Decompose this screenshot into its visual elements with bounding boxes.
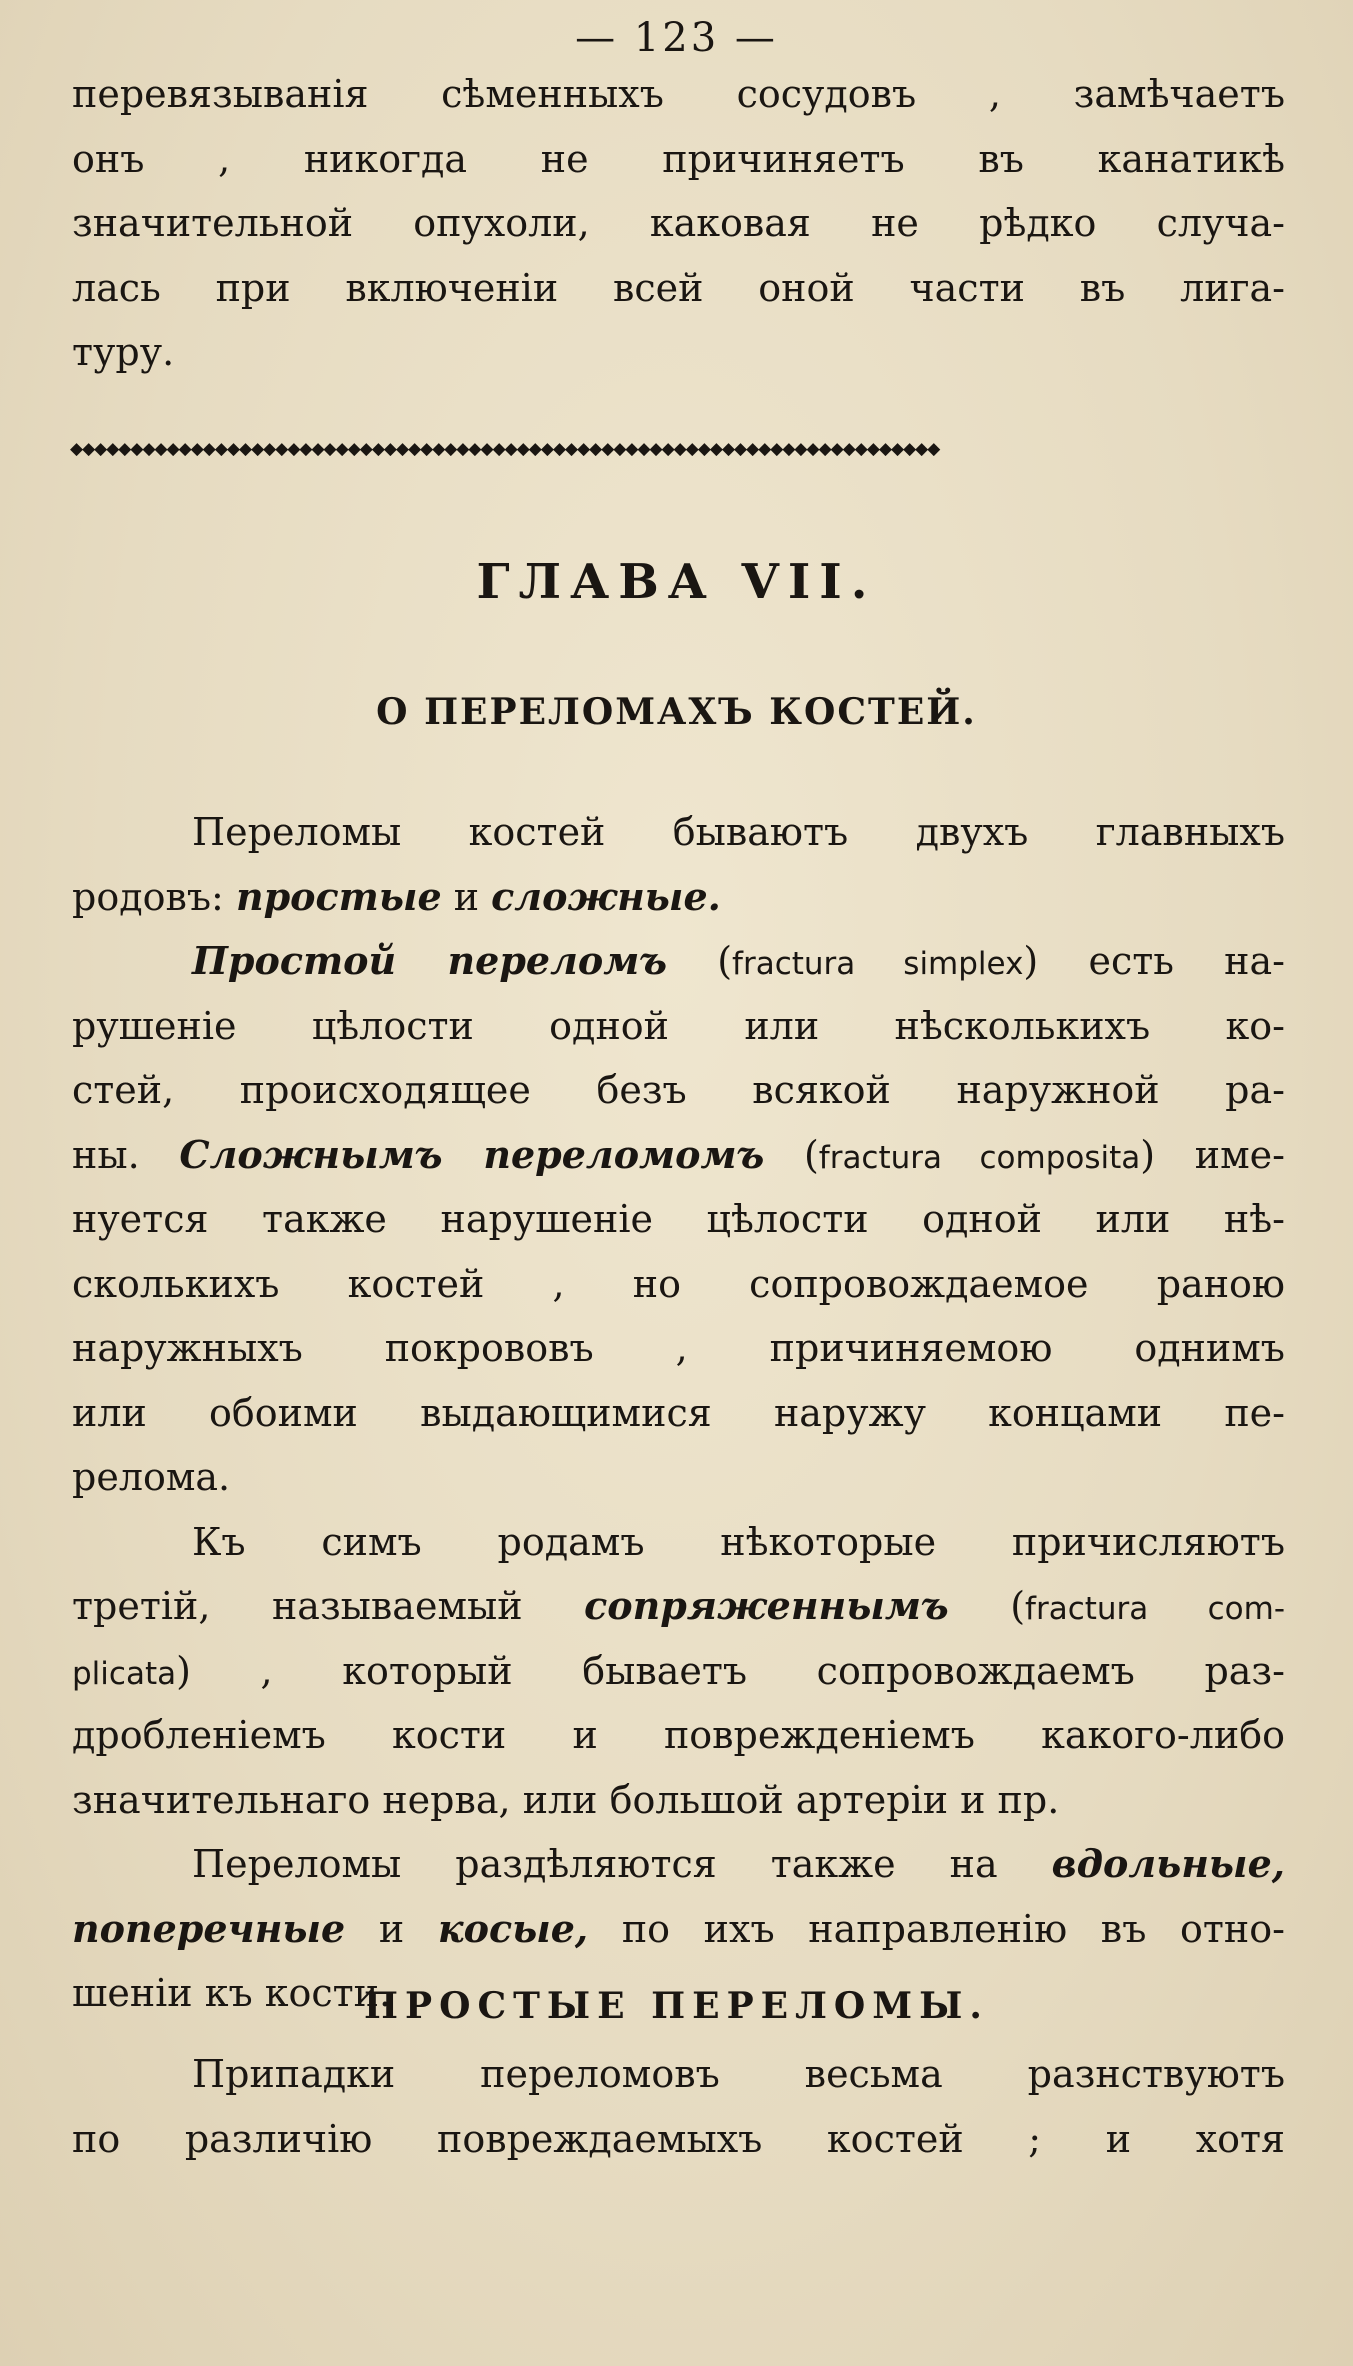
text-span: ( [764,1132,819,1177]
text-line [72,1123,1285,1188]
text-span: и [441,874,492,919]
text-span: ) , который бываетъ сопровождаемъ раз- [176,1648,1285,1693]
text-line: наружныхъ покрововъ , причиняемою однимъ [72,1326,1285,1370]
text-span: родовъ: [72,874,236,919]
text-line [72,1574,1285,1639]
emphasis-term: сопряженнымъ [584,1583,949,1628]
latin-term: fractura composita [818,1139,1141,1176]
text-line: Припадки переломовъ весьма разнствуютъ [192,2052,1285,2096]
emphasis-term: Простой переломъ [192,938,667,983]
text-line: по различію повреждаемыхъ костей ; и хотя [72,2116,1285,2161]
emphasis-term: сложные. [491,873,721,919]
ornamental-divider: ◆◆◆◆◆◆◆◆◆◆◆◆◆◆◆◆◆◆◆◆◆◆◆◆◆◆◆◆◆◆◆◆◆◆◆◆◆◆◆◆◆◆◆◆◆◆◆◆◆◆◆◆◆◆◆◆◆◆◆◆◆◆◆◆◆◆◆◆◆◆◆◆ [70,442,940,456]
emphasis-term: поперечные [72,1905,346,1951]
text-span: Переломы раздѣляются также на [192,1842,1052,1886]
text-span: ны. [72,1132,180,1177]
page-number: — 123 — [575,15,778,61]
emphasis-term: косые, [437,1905,589,1951]
text-span: ( [948,1584,1026,1628]
latin-term: plicata [72,1655,177,1692]
text-line: значительнаго нерва, или большой артеріи и пр. [72,1777,1060,1822]
text-span: и [345,1906,438,1951]
text-line [72,929,1285,994]
section-title: ПРОСТЫЕ ПЕРЕЛОМЫ. [364,1985,989,2027]
text-line: перевязыванія сѣменныхъ сосудовъ , замѣчаетъ [72,72,1285,116]
section-body [72,2042,1285,2171]
text-line: онъ , никогда не причиняетъ въ канатикѣ [72,136,1285,181]
text-line: Къ симъ родамъ нѣкоторые причисляютъ [192,1519,1285,1564]
text-line [72,1832,1285,1897]
chapter-subtitle: О ПЕРЕЛОМАХЪ КОСТЕЙ. [376,691,977,733]
text-line [72,1639,1285,1704]
latin-term: fractura simplex [732,946,1024,982]
chapter-body [72,800,1285,2026]
continuation-paragraph [72,62,1285,385]
text-span: третій, называемый [72,1584,585,1628]
text-line: дробленіемъ кости и поврежденіемъ какого-либо [72,1713,1285,1757]
text-line [72,1897,1285,1962]
text-span: по ихъ направленію въ отно- [588,1906,1285,1951]
text-span: ) есть на- [1023,939,1285,983]
text-line: нуется также нарушеніе цѣлости одной или нѣ- [72,1197,1285,1241]
text-line: сколькихъ костей , но сопровождаемое раною [72,1261,1285,1306]
text-line: шеніи къ кости. [72,1971,392,2015]
emphasis-term: Сложнымъ переломомъ [179,1131,765,1177]
text-line [72,865,1285,930]
text-span: ( [666,939,733,983]
text-line: туру. [72,330,175,374]
chapter-title: ГЛАВА VII. [476,554,877,610]
emphasis-term: вдольные, [1051,1841,1285,1886]
latin-term: fractura com- [1025,1591,1285,1627]
text-line: лась при включеніи всей оной части въ лига- [72,265,1285,310]
text-line: релома. [72,1455,231,1499]
text-span: ) име- [1140,1132,1285,1177]
text-line: стей, происходящее безъ всякой наружной ра- [72,1068,1285,1112]
text-line: или обоими выдающимися наружу концами пе- [72,1390,1285,1435]
emphasis-term: простые [235,873,442,919]
text-line: значительной опухоли, каковая не рѣдко случа- [72,201,1285,245]
text-line: рушеніе цѣлости одной или нѣсколькихъ ко- [72,1003,1285,1048]
text-line: Переломы костей бываютъ двухъ главныхъ [192,810,1285,854]
